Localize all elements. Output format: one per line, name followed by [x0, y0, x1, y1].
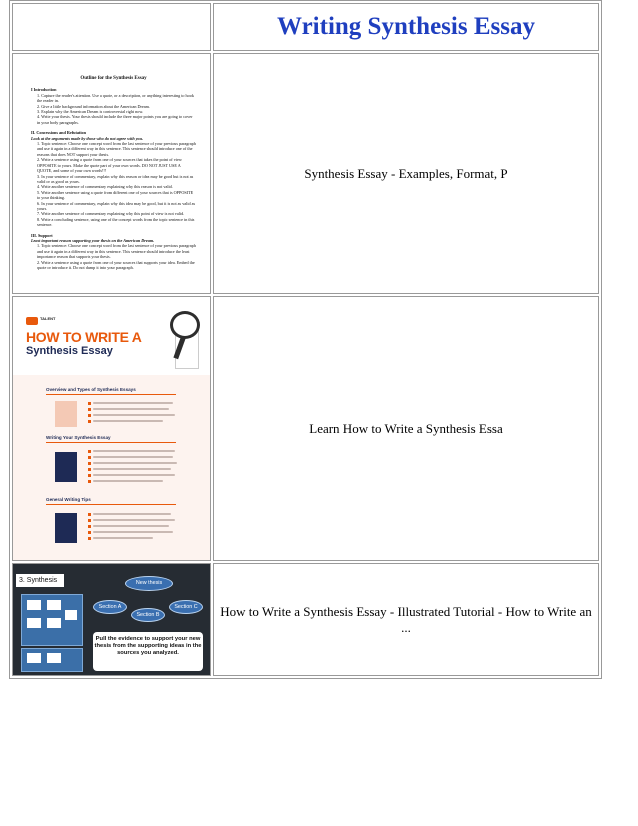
section-c-bubble: Section C — [169, 600, 203, 614]
section-heading: General Writing Tips — [46, 497, 91, 502]
doc-line: 6. In your sentence of commentary, explain why this idea may be good, but it is not as valid as yours. — [37, 200, 196, 211]
doc-line: 2. Write a sentence using a quote from one of your sources that supports your idea. Embed the quote or introduce it. Do not dump it into your paragraph. — [37, 259, 195, 270]
result-caption[interactable]: Synthesis Essay - Examples, Format, P — [304, 165, 508, 181]
tutorial-slide-image — [13, 564, 210, 675]
result-caption-cell[interactable] — [213, 296, 599, 561]
results-table — [9, 0, 602, 679]
doc-line: II. Concessions and Refutation — [31, 130, 86, 136]
result-caption[interactable]: How to Write a Synthesis Essay - Illustrated Tutorial - How to Write an ... — [220, 603, 592, 635]
result-thumbnail[interactable] — [12, 296, 211, 561]
brand-logo-icon — [26, 317, 38, 325]
doc-line: 1. Capture the reader's attention. Use a quote, or a description, or anything interesting to hook the reader in. — [37, 92, 194, 104]
result-thumbnail[interactable] — [12, 563, 211, 676]
result-row[interactable] — [12, 563, 599, 676]
slide-note: Pull the evidence to support your new thesis from the supporting ideas in the sources you analyzed. — [93, 632, 203, 671]
page-title: Writing Synthesis Essay — [213, 3, 599, 51]
infographic-headline: HOW TO WRITE A — [26, 329, 142, 345]
doc-line: 1. Topic sentence: Choose one concept word from the last sentence of your previous paragraph and use it again in a different way in this sentence. This sentence should introduce one of the reasons that does NOT support your thesis. — [37, 141, 196, 157]
section-heading: Overview and Types of Synthesis Essays — [46, 387, 136, 392]
doc-line: Look at the arguments made by those who do not agree with you. — [31, 135, 144, 141]
result-caption[interactable]: Learn How to Write a Synthesis Essa — [309, 420, 503, 436]
doc-line: 3. Explain why the American Dream is controversial right now. — [37, 109, 144, 115]
result-caption-cell[interactable] — [213, 53, 599, 294]
empty-cell — [12, 3, 211, 51]
document-illustration — [55, 452, 77, 482]
doc-line: 1. Topic sentence: Choose one concept word from the last sentence of your previous paragraph and use it again in a different way in this sentence. This sentence should introduce the least importance reason that supports your thesis. — [37, 243, 196, 260]
outline-document-image — [13, 54, 210, 293]
doc-line: 2. Write a sentence using a quote from one of your sources that takes the point of view OPPOSITE to yours. Make the quote part of your own words. DO NOT JUST USE A QUOTE, and some of your own words!!! — [37, 157, 182, 174]
title-row — [12, 3, 599, 51]
doc-line: 4. Write your thesis. Your thesis should include the three major points you are going to cover in your body paragraphs. — [37, 114, 193, 125]
doc-line: 3. In your sentence of commentary, explain why this reason or idea may be good but is not as valid or as good as yours. — [37, 173, 194, 184]
result-caption-cell[interactable] — [213, 563, 599, 676]
infographic-subheadline: Synthesis Essay — [26, 345, 113, 357]
doc-line: Least important reason supporting your thesis on the American Dream. — [31, 237, 155, 243]
doc-line: I Introduction — [31, 87, 57, 93]
doc-heading: Outline for the Synthesis Essay — [80, 76, 147, 81]
result-thumbnail[interactable] — [12, 53, 211, 294]
doc-line: 4. Write another sentence of commentary explaining why this reason is not valid. — [37, 184, 173, 190]
doc-line: 2. Give a little background information about the American Dream. — [37, 103, 150, 109]
doc-line: 5. Write another sentence using a quote from different one of your sources that is OPPOSITE to your thinking. — [37, 189, 194, 201]
doc-line: 8. Write a concluding sentence, using one of the concept words from the topic sentence in this sentence. — [37, 216, 195, 228]
section-b-bubble: Section B — [131, 608, 165, 622]
pencil-paper-illustration — [55, 513, 77, 543]
doc-line: 7. Write another sentence of commentary explaining why this point of view is not valid. — [37, 211, 185, 217]
thesis-bubble: New thesis — [125, 576, 173, 591]
result-row[interactable] — [12, 53, 599, 294]
hands-illustration — [55, 401, 77, 427]
section-a-bubble: Section A — [93, 600, 127, 614]
infographic-image — [13, 297, 210, 560]
magnifier-icon — [170, 311, 200, 339]
result-row[interactable] — [12, 296, 599, 561]
slide-label: 3. Synthesis — [16, 574, 64, 587]
brand-name: TALENT — [40, 316, 56, 321]
doc-line: III. Support — [31, 232, 53, 238]
section-heading: Writing Your Synthesis Essay — [46, 435, 111, 440]
